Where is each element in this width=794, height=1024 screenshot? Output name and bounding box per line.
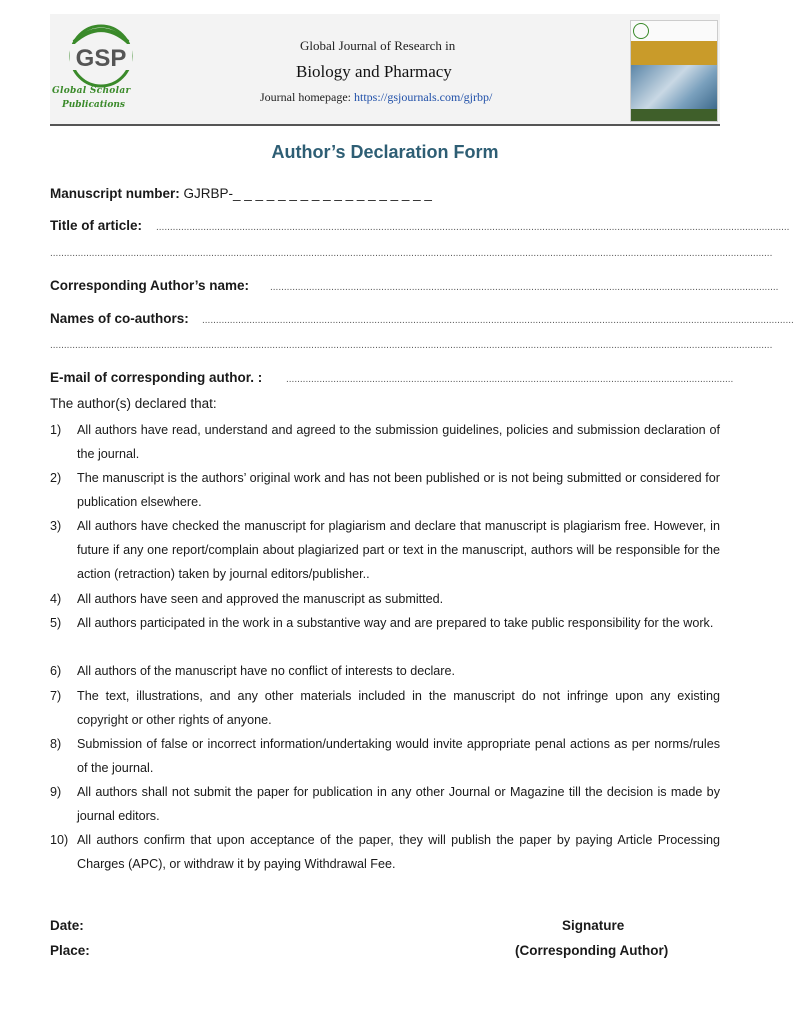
declaration-text: The text, illustrations, and any other materials included in the manuscript do not infringe upon any existing copyright or other rights of anyone. bbox=[77, 689, 720, 727]
corresponding-author-line[interactable]: ....................................................................................................................................................................................... bbox=[270, 282, 779, 293]
declaration-number: 5) bbox=[50, 616, 62, 630]
corresponding-author-label: Corresponding Author’s name: bbox=[50, 278, 250, 293]
journal-homepage bbox=[260, 90, 492, 105]
declaration-text: All authors shall not submit the paper for publication in any other Journal or Magazine till the decision is made by journal editors. bbox=[77, 785, 720, 823]
coauthors-line-2[interactable]: .................................................................................................................................................................................................................................................................... bbox=[50, 340, 773, 351]
manuscript-number-label: Manuscript number: bbox=[50, 186, 180, 201]
coauthors-line-1[interactable]: ..................................................................................................................................................................................................................... bbox=[202, 315, 794, 326]
declaration-text: The manuscript is the authors’ original work and has not been published or is not being submitted or considered for publication elsewhere. bbox=[77, 471, 720, 509]
manuscript-number-field bbox=[50, 186, 432, 201]
email-label: E-mail of corresponding author. : bbox=[50, 370, 263, 385]
article-title-line-1[interactable]: .................................................................................................................................................................................................................................... bbox=[156, 222, 790, 233]
date-label: Date: bbox=[50, 918, 84, 933]
logo-text-line2: Publications bbox=[62, 100, 125, 110]
declaration-text: All authors have read, understand and agreed to the submission guidelines, policies and submission declaration of the journal. bbox=[77, 423, 720, 461]
journal-header bbox=[50, 14, 720, 126]
manuscript-number-value[interactable]: GJRBP-_ _ _ _ _ _ _ _ _ _ _ _ _ _ _ _ _ _ bbox=[183, 186, 432, 201]
coauthors-label: Names of co-authors: bbox=[50, 311, 189, 326]
declaration-number: 3) bbox=[50, 519, 62, 533]
article-title-line-2[interactable]: .................................................................................................................................................................................................................................................................... bbox=[50, 248, 773, 259]
declaration-number: 9) bbox=[50, 785, 62, 799]
declaration-number: 8) bbox=[50, 737, 62, 751]
declaration-text: Submission of false or incorrect information/undertaking would invite appropriate penal actions as per norms/rules of the journal. bbox=[77, 737, 720, 775]
declaration-text: All authors have seen and approved the manuscript as submitted. bbox=[77, 592, 444, 606]
declaration-number: 1) bbox=[50, 423, 62, 437]
journal-cover-image bbox=[630, 20, 718, 122]
place-label: Place: bbox=[50, 943, 90, 958]
cover-photo bbox=[631, 65, 717, 109]
journal-name-line2: Biology and Pharmacy bbox=[296, 62, 452, 81]
declaration-text: All authors confirm that upon acceptance of the paper, they will publish the paper by paying Article Processing Charges (APC), or withdraw it by paying Withdrawal Fee. bbox=[77, 833, 720, 871]
declaration-text: All authors have checked the manuscript for plagiarism and declare that manuscript is plagiarism free. However, in future if any one report/complain about plagiarized part or text in the manuscript, authors will be responsible for the action (retraction) taken by journal editors/publisher.. bbox=[77, 519, 720, 581]
declaration-number: 4) bbox=[50, 592, 62, 606]
email-field bbox=[50, 370, 262, 385]
article-title-label: Title of article: bbox=[50, 218, 143, 233]
signature-label: Signature bbox=[562, 918, 625, 933]
cover-title-band bbox=[631, 41, 717, 65]
email-line[interactable]: ................................................................................................................................................................. bbox=[286, 374, 734, 385]
declaration-text: All authors participated in the work in a substantive way and are prepared to take public responsibility for the work. bbox=[77, 616, 714, 630]
homepage-label: Journal homepage: bbox=[260, 90, 351, 104]
coauthors-field bbox=[50, 311, 189, 326]
declaration-number: 6) bbox=[50, 664, 62, 678]
journal-name-line1: Global Journal of Research in bbox=[300, 38, 456, 53]
logo-text-line1: Global Scholar bbox=[52, 86, 131, 96]
declaration-text: All authors of the manuscript have no conflict of interests to declare. bbox=[77, 664, 456, 678]
form-title: Author’s Declaration Form bbox=[271, 142, 499, 162]
article-title-field bbox=[50, 218, 142, 233]
cover-top bbox=[631, 21, 717, 41]
homepage-link[interactable]: https://gsjournals.com/gjrbp/ bbox=[353, 90, 493, 104]
declaration-intro: The author(s) declared that: bbox=[50, 396, 217, 411]
corresponding-author-field bbox=[50, 278, 249, 293]
cover-logo-icon bbox=[633, 23, 649, 39]
logo-letters: GSP bbox=[75, 45, 127, 72]
declaration-number: 7) bbox=[50, 689, 62, 703]
declaration-number: 10) bbox=[50, 833, 69, 847]
declaration-number: 2) bbox=[50, 471, 62, 485]
signature-role: (Corresponding Author) bbox=[515, 943, 669, 958]
cover-footer bbox=[631, 109, 717, 121]
